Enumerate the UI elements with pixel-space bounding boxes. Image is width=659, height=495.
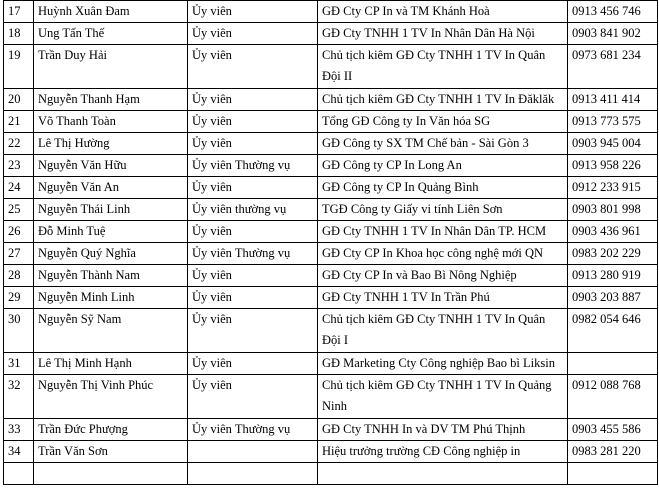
member-role-cell: Ủy viên (188, 1, 318, 23)
table-row (4, 221, 658, 243)
member-role-cell: Ủy viên Thường vụ (188, 155, 318, 177)
member-organization-cell: GĐ Công ty CP In Quảng Bình (318, 177, 568, 199)
row-number-cell: 26 (4, 221, 34, 243)
member-role-cell (188, 463, 318, 485)
table-row (4, 111, 658, 133)
member-role-cell: Ủy viên (188, 265, 318, 287)
member-role-cell: Ủy viên (188, 375, 318, 419)
member-phone-cell: 0973 681 234 (568, 45, 658, 89)
table-row (4, 133, 658, 155)
table-row (4, 265, 658, 287)
member-organization-cell: Chủ tịch kiêm GĐ Cty TNHH 1 TV In Quân Đội II (318, 45, 568, 89)
member-organization-cell: GĐ Công ty CP In Long An (318, 155, 568, 177)
member-name-cell: Nguyễn Thanh Hạm (34, 89, 188, 111)
member-phone-cell: 0983 202 229 (568, 243, 658, 265)
row-number-cell: 31 (4, 353, 34, 375)
member-phone-cell (568, 463, 658, 485)
table-row (4, 243, 658, 265)
member-phone-cell: 0913 411 414 (568, 89, 658, 111)
member-role-cell: Ủy viên (188, 353, 318, 375)
table-row (4, 1, 658, 23)
row-number-cell: 17 (4, 1, 34, 23)
member-organization-cell: GĐ Cty TNHH 1 TV In Nhân Dân Hà Nội (318, 23, 568, 45)
row-number-cell: 33 (4, 419, 34, 441)
member-role-cell: Ủy viên (188, 287, 318, 309)
row-number-cell: 34 (4, 441, 34, 463)
member-phone-cell: 0903 436 961 (568, 221, 658, 243)
row-number-cell: 18 (4, 23, 34, 45)
table-row (4, 177, 658, 199)
member-name-cell: Nguyễn Minh Linh (34, 287, 188, 309)
member-organization-cell: GĐ Cty CP In Khoa học công nghệ mới QN (318, 243, 568, 265)
member-name-cell: Nguyễn Văn Hữu (34, 155, 188, 177)
member-organization-cell: GĐ Cty TNHH 1 TV In Trần Phú (318, 287, 568, 309)
member-organization-cell: Hiệu trưởng trường CĐ Công nghiệp in (318, 441, 568, 463)
member-name-cell: Nguyễn Văn An (34, 177, 188, 199)
member-table-body (4, 1, 658, 485)
member-phone-cell: 0913 280 919 (568, 265, 658, 287)
member-organization-cell: Chủ tịch kiêm GĐ Cty TNHH 1 TV In Quảng Ninh (318, 375, 568, 419)
member-role-cell: Ủy viên (188, 111, 318, 133)
member-role-cell: Ủy viên thường vụ (188, 199, 318, 221)
table-row (4, 419, 658, 441)
row-number-cell: 30 (4, 309, 34, 353)
row-number-cell: 32 (4, 375, 34, 419)
member-organization-cell: Chủ tịch kiêm GĐ Cty TNHH 1 TV In Quân Đội I (318, 309, 568, 353)
member-phone-cell: 0982 054 646 (568, 309, 658, 353)
member-name-cell (34, 463, 188, 485)
member-name-cell: Lê Thị Minh Hạnh (34, 353, 188, 375)
member-phone-cell: 0912 088 768 (568, 375, 658, 419)
table-row (4, 309, 658, 353)
row-number-cell: 21 (4, 111, 34, 133)
member-organization-cell: GĐ Cty TNHH In và DV TM Phú Thịnh (318, 419, 568, 441)
member-phone-cell: 0903 203 887 (568, 287, 658, 309)
table-row (4, 375, 658, 419)
member-phone-cell (568, 353, 658, 375)
member-role-cell: Ủy viên Thường vụ (188, 419, 318, 441)
member-name-cell: Trần Đức Phượng (34, 419, 188, 441)
table-row (4, 353, 658, 375)
member-name-cell: Nguyễn Thái Linh (34, 199, 188, 221)
member-role-cell: Ủy viên (188, 309, 318, 353)
member-name-cell: Nguyễn Thị Vinh Phúc (34, 375, 188, 419)
row-number-cell: 23 (4, 155, 34, 177)
member-phone-cell: 0913 773 575 (568, 111, 658, 133)
row-number-cell: 28 (4, 265, 34, 287)
member-name-cell: Lê Thị Hường (34, 133, 188, 155)
member-role-cell: Ủy viên (188, 177, 318, 199)
member-name-cell: Ung Tấn Thế (34, 23, 188, 45)
member-phone-cell: 0912 233 915 (568, 177, 658, 199)
member-name-cell: Đỗ Minh Tuệ (34, 221, 188, 243)
member-organization-cell: GĐ Cty CP In và TM Khánh Hoà (318, 1, 568, 23)
member-role-cell: Ủy viên (188, 89, 318, 111)
member-phone-cell: 0913 456 746 (568, 1, 658, 23)
table-row (4, 23, 658, 45)
member-phone-cell: 0983 281 220 (568, 441, 658, 463)
row-number-cell: 27 (4, 243, 34, 265)
table-row (4, 287, 658, 309)
table-row (4, 89, 658, 111)
member-name-cell: Võ Thanh Toàn (34, 111, 188, 133)
member-organization-cell: GĐ Công ty SX TM Chế bản - Sài Gòn 3 (318, 133, 568, 155)
member-organization-cell: Tổng GĐ Công ty In Văn hóa SG (318, 111, 568, 133)
member-organization-cell: GĐ Cty TNHH 1 TV In Nhân Dân TP. HCM (318, 221, 568, 243)
row-number-cell: 19 (4, 45, 34, 89)
member-role-cell: Ủy viên (188, 221, 318, 243)
table-row (4, 155, 658, 177)
member-role-cell: Ủy viên (188, 133, 318, 155)
member-name-cell: Nguyễn Quý Nghĩa (34, 243, 188, 265)
member-role-cell (188, 441, 318, 463)
member-organization-cell: GĐ Marketing Cty Công nghiệp Bao bì Liksin (318, 353, 568, 375)
row-number-cell: 22 (4, 133, 34, 155)
table-row (4, 441, 658, 463)
row-number-cell: 20 (4, 89, 34, 111)
member-name-cell: Nguyễn Sỹ Nam (34, 309, 188, 353)
member-name-cell: Huỳnh Xuân Đam (34, 1, 188, 23)
member-organization-cell: TGĐ Công ty Giấy vi tính Liên Sơn (318, 199, 568, 221)
member-phone-cell: 0913 958 226 (568, 155, 658, 177)
row-number-cell (4, 463, 34, 485)
member-phone-cell: 0903 841 902 (568, 23, 658, 45)
member-name-cell: Nguyễn Thành Nam (34, 265, 188, 287)
table-row (4, 199, 658, 221)
member-role-cell: Ủy viên (188, 23, 318, 45)
table-row (4, 463, 658, 485)
member-role-cell: Ủy viên (188, 45, 318, 89)
member-phone-cell: 0903 945 004 (568, 133, 658, 155)
member-phone-cell: 0903 455 586 (568, 419, 658, 441)
member-organization-cell: GĐ Cty CP In và Bao Bì Nông Nghiệp (318, 265, 568, 287)
member-phone-cell: 0903 801 998 (568, 199, 658, 221)
row-number-cell: 25 (4, 199, 34, 221)
member-role-cell: Ủy viên Thường vụ (188, 243, 318, 265)
row-number-cell: 24 (4, 177, 34, 199)
row-number-cell: 29 (4, 287, 34, 309)
member-name-cell: Trần Văn Sơn (34, 441, 188, 463)
table-row (4, 45, 658, 89)
member-organization-cell: Chủ tịch kiêm GĐ Cty TNHH 1 TV In Đăklăk (318, 89, 568, 111)
member-name-cell: Trần Duy Hải (34, 45, 188, 89)
member-table (3, 0, 658, 485)
member-organization-cell (318, 463, 568, 485)
